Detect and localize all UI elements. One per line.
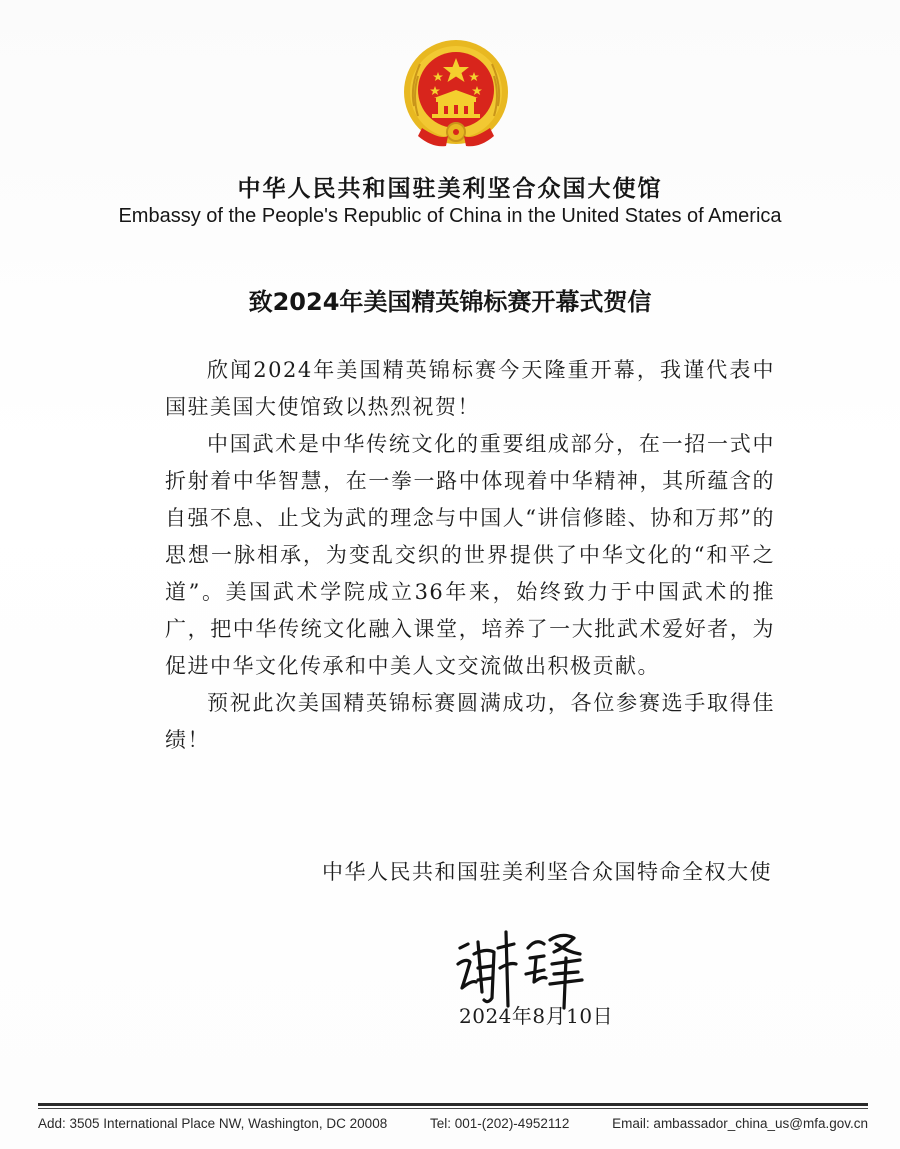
letter-paragraph: 中国武术是中华传统文化的重要组成部分，在一招一式中折射着中华智慧，在一拳一路中体现着中华精神，其所蕴含的自强不息、止戈为武的理念与中国人“讲信修睦、协和万邦”的思想一脉相承，为变乱交织的世界提供了中华文化的“和平之道”。美国武术学院成立36年来，始终致力于中国武术的推广，把中华传统文化融入课堂，培养了一大批武术爱好者，为促进中华文化传承和中美人文交流做出积极贡献。	[165, 432, 775, 678]
letter-paragraph: 欣闻2024年美国精英锦标赛今天隆重开幕，我谨代表中国驻美国大使馆致以热烈祝贺！	[165, 358, 775, 419]
footer-divider	[38, 1103, 868, 1106]
national-emblem-icon	[400, 36, 512, 152]
footer-address: Add: 3505 International Place NW, Washington, DC 20008	[38, 1116, 388, 1131]
embassy-name-chinese: 中华人民共和国驻美利坚合众国大使馆	[237, 176, 663, 202]
signer-title: 中华人民共和国驻美利坚合众国特命全权大使	[322, 860, 772, 884]
footer-contact	[38, 1116, 868, 1131]
letter-paragraph: 预祝此次美国精英锦标赛圆满成功，各位参赛选手取得佳绩！	[165, 691, 775, 752]
letter-title: 致2024年美国精英锦标赛开幕式贺信	[248, 288, 652, 316]
letter-body	[165, 352, 775, 759]
footer-phone: Tel: 001-(202)-4952112	[430, 1116, 570, 1131]
embassy-name-english: Embassy of the People's Republic of China in the United States of America	[118, 205, 782, 227]
letter-date: 2024年8月10日	[459, 1004, 614, 1028]
footer-divider-thin	[38, 1108, 868, 1109]
footer-email: Email: ambassador_china_us@mfa.gov.cn	[612, 1116, 868, 1131]
